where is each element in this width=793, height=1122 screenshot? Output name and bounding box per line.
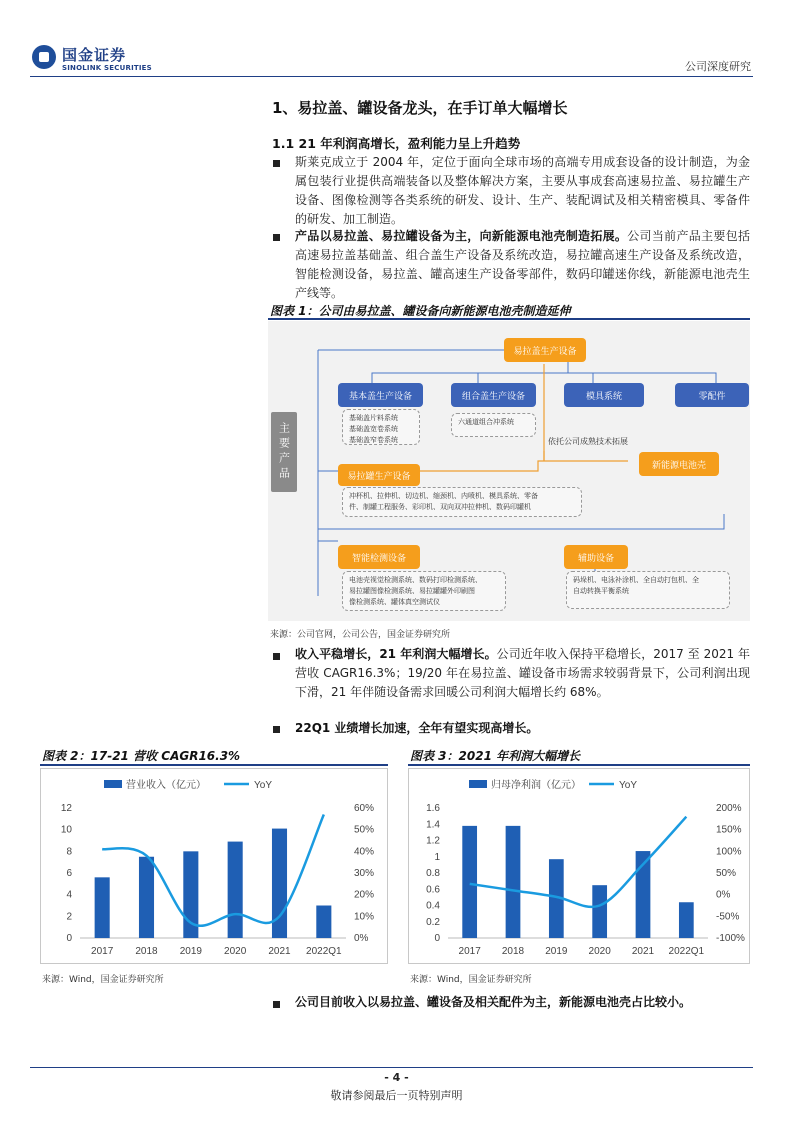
y-tick-label: 1.2 bbox=[426, 835, 440, 847]
auxiliary-items bbox=[566, 571, 730, 609]
page-number: - 4 - bbox=[384, 1071, 409, 1084]
y-tick-label: 1.4 bbox=[426, 819, 440, 831]
inspect-item: 电池壳视觉检测系统、数码打印检测系统、 bbox=[349, 576, 482, 584]
basic-item: 基础盖窄卷系统 bbox=[349, 436, 398, 444]
node-mold-system: 模具系统 bbox=[564, 383, 644, 407]
figure3-title-rule bbox=[408, 764, 750, 766]
x-tick-label: 2020 bbox=[224, 946, 247, 957]
node-parts: 零配件 bbox=[675, 383, 749, 407]
node-lid-equipment: 易拉盖生产设备 bbox=[504, 338, 586, 362]
x-tick-label: 2018 bbox=[501, 946, 525, 957]
aux-item: 自动转换平衡系统 bbox=[573, 587, 629, 595]
y2-tick-label: 200% bbox=[716, 803, 742, 814]
figure2-title: 图表 2：17-21 营收 CAGR16.3% bbox=[42, 749, 241, 763]
figure2-title-rule bbox=[40, 764, 388, 766]
logo-text-en: SINOLINK SECURITIES bbox=[62, 64, 152, 72]
x-tick-label: 2021 bbox=[268, 946, 291, 957]
profit-chart bbox=[408, 768, 750, 964]
figure3-title: 图表 3：2021 年利润大幅增长 bbox=[410, 749, 581, 763]
footer-divider bbox=[30, 1067, 753, 1068]
bar bbox=[679, 902, 694, 938]
figure1-title-rule bbox=[268, 318, 750, 320]
bullet-icon bbox=[273, 234, 280, 241]
x-tick-label: 2019 bbox=[179, 946, 202, 957]
figure1-source: 来源：公司官网，公司公告，国金证券研究所 bbox=[270, 630, 451, 640]
figure3-source: 来源：Wind，国金证券研究所 bbox=[410, 975, 532, 985]
y-tick-label: 0 bbox=[66, 933, 72, 944]
basic-lid-items bbox=[342, 409, 420, 445]
node-inspection: 智能检测设备 bbox=[338, 545, 420, 569]
y-tick-label: 0.4 bbox=[426, 900, 440, 912]
bar bbox=[228, 842, 243, 938]
revenue-chart bbox=[40, 768, 388, 964]
chart-frame bbox=[41, 769, 388, 964]
paragraph-revenue-mix bbox=[295, 993, 750, 1012]
paragraph-intro: 斯莱克成立于 2004 年，定位于面向全球市场的高端专用成套设备的设计制造，为金属包装行业提供高端装备以及整体解决方案，主要从事成套高速易拉盖、易拉罐生产设备、图像检测等各类系统的研发、设计、生产、装配调试及相关精密模具、零备件的研发、加工制造。 bbox=[295, 155, 750, 226]
y2-tick-label: 0% bbox=[354, 933, 369, 944]
y2-tick-label: -100% bbox=[716, 933, 745, 944]
y-tick-label: 12 bbox=[60, 803, 72, 814]
node-auxiliary: 辅助设备 bbox=[564, 545, 628, 569]
legend-bar-label: 归母净利润（亿元） bbox=[491, 780, 581, 791]
y-tick-label: 1 bbox=[434, 851, 440, 863]
y2-tick-label: -50% bbox=[716, 911, 740, 923]
bullet-icon bbox=[273, 653, 280, 660]
bullet-icon bbox=[273, 726, 280, 733]
y-tick-label: 0 bbox=[434, 933, 440, 944]
x-tick-label: 2018 bbox=[135, 946, 158, 957]
can-equipment-items bbox=[342, 487, 582, 517]
y2-tick-label: 10% bbox=[354, 911, 375, 923]
logo-text-cn: 国金证券 bbox=[62, 46, 127, 64]
combo-item: 六通道组合冲系统 bbox=[458, 418, 514, 426]
bar bbox=[592, 885, 607, 938]
report-type: 公司深度研究 bbox=[685, 60, 751, 73]
paragraph-revenue-bold: 收入平稳增长，21 年利润大幅增长。 bbox=[295, 647, 497, 661]
can-item: 件、制罐工程服务、彩印机、双向双冲拉伸机、数码印罐机 bbox=[349, 503, 531, 511]
legend-line-label: YoY bbox=[254, 780, 272, 791]
legend-bar-swatch bbox=[469, 780, 487, 788]
product-flow-diagram bbox=[268, 321, 750, 621]
paragraph-revenue bbox=[295, 645, 750, 702]
x-tick-label: 2021 bbox=[631, 946, 655, 957]
y-tick-label: 10 bbox=[60, 824, 72, 836]
paragraph-products-text: 公司当前产品主要包括高速易拉盖基础盖、组合盖生产设备及系统改造，易拉罐高速生产设备及系统改造，智能检测设备，易拉盖、罐高速生产设备零部件，数码印罐迷你线，新能源电池壳生产线等。 bbox=[295, 229, 750, 300]
y2-tick-label: 60% bbox=[354, 803, 375, 814]
x-tick-label: 2020 bbox=[588, 946, 611, 957]
can-item: 冲杯机、拉伸机、切边机、缩颈机、内喷机、模具系统、零备 bbox=[349, 492, 538, 500]
bar bbox=[139, 857, 154, 938]
inspection-items bbox=[342, 571, 506, 611]
combo-lid-items bbox=[451, 413, 536, 437]
legend-bar-label: 营业收入（亿元） bbox=[126, 780, 206, 791]
tech-extension-note: 依托公司成熟技术拓展 bbox=[548, 437, 628, 446]
node-combo-lid: 组合盖生产设备 bbox=[451, 383, 536, 407]
bar bbox=[506, 826, 521, 938]
legend-line-label: YoY bbox=[619, 780, 637, 791]
x-tick-label: 2022Q1 bbox=[668, 946, 705, 957]
y-tick-label: 6 bbox=[66, 868, 72, 879]
node-basic-lid: 基本盖生产设备 bbox=[338, 383, 423, 407]
inspect-item: 像检测系统、罐体真空测试仪 bbox=[349, 598, 440, 606]
y2-tick-label: 50% bbox=[716, 868, 737, 879]
y-tick-label: 1.6 bbox=[426, 803, 440, 814]
y2-tick-label: 30% bbox=[354, 868, 375, 879]
y-tick-label: 8 bbox=[66, 846, 72, 858]
y2-tick-label: 40% bbox=[354, 846, 375, 858]
footer-disclaimer: 敬请参阅最后一页特别声明 bbox=[330, 1089, 463, 1102]
bar bbox=[316, 906, 331, 939]
x-tick-label: 2017 bbox=[91, 946, 114, 957]
main-products-label bbox=[271, 412, 297, 492]
paragraph-q1 bbox=[295, 719, 750, 738]
header-divider bbox=[30, 76, 753, 77]
inspect-item: 易拉罐图像检测系统、易拉罐罐外印刷图 bbox=[349, 587, 475, 595]
paragraph-products bbox=[295, 227, 750, 303]
y-tick-label: 0.8 bbox=[426, 868, 440, 879]
y-tick-label: 0.2 bbox=[426, 916, 440, 928]
legend-bar-swatch bbox=[104, 780, 122, 788]
paragraph-q1-bold: 22Q1 业绩增长加速，全年有望实现高增长。 bbox=[295, 721, 539, 735]
y2-tick-label: 0% bbox=[716, 889, 731, 901]
y-tick-label: 4 bbox=[66, 889, 72, 901]
bar bbox=[462, 826, 477, 938]
paragraph-revenue-mix-bold: 公司目前收入以易拉盖、罐设备及相关配件为主，新能源电池壳占比较小。 bbox=[295, 995, 692, 1009]
bullet-icon bbox=[273, 1001, 280, 1008]
basic-item: 基础盖宽卷系统 bbox=[349, 425, 398, 433]
x-tick-label: 2022Q1 bbox=[306, 946, 342, 957]
aux-item: 码垛机、电泳补涂机、全自动打包机、全 bbox=[573, 576, 699, 584]
figure2-source: 来源：Wind，国金证券研究所 bbox=[42, 975, 164, 985]
x-tick-label: 2019 bbox=[545, 946, 568, 957]
basic-item: 基础盖片料系统 bbox=[349, 414, 398, 422]
main-products-text: 主要产品 bbox=[277, 422, 291, 482]
logo-icon bbox=[32, 45, 56, 69]
node-can-equipment: 易拉罐生产设备 bbox=[338, 464, 420, 486]
y-tick-label: 0.6 bbox=[426, 884, 440, 896]
section-heading: 1、易拉盖、罐设备龙头，在手订单大幅增长 bbox=[272, 99, 568, 117]
y2-tick-label: 150% bbox=[716, 824, 742, 836]
y2-tick-label: 20% bbox=[354, 889, 375, 901]
subsection-heading: 1.1 21 年利润高增长，盈利能力呈上升趋势 bbox=[272, 136, 521, 151]
node-battery-shell: 新能源电池壳 bbox=[639, 452, 719, 476]
bar bbox=[95, 877, 110, 938]
paragraph-revenue-text: 公司近年收入保持平稳增长，2017 至 2021 年营收 CAGR16.3%；19/20 年在易拉盖、罐设备市场需求较弱背景下，公司利润出现下滑，21 年伴随设备需求回暖公司利润大幅增长约 68%。 bbox=[295, 647, 750, 699]
x-tick-label: 2017 bbox=[458, 946, 481, 957]
chart-frame bbox=[409, 769, 750, 964]
paragraph-products-bold: 产品以易拉盖、易拉罐设备为主，向新能源电池壳制造拓展。 bbox=[295, 229, 628, 243]
y2-tick-label: 50% bbox=[354, 824, 375, 836]
figure1-title: 图表 1：公司由易拉盖、罐设备向新能源电池壳制造延伸 bbox=[270, 304, 571, 318]
y-tick-label: 2 bbox=[66, 911, 72, 923]
y2-tick-label: 100% bbox=[716, 846, 742, 858]
bullet-icon bbox=[273, 160, 280, 167]
